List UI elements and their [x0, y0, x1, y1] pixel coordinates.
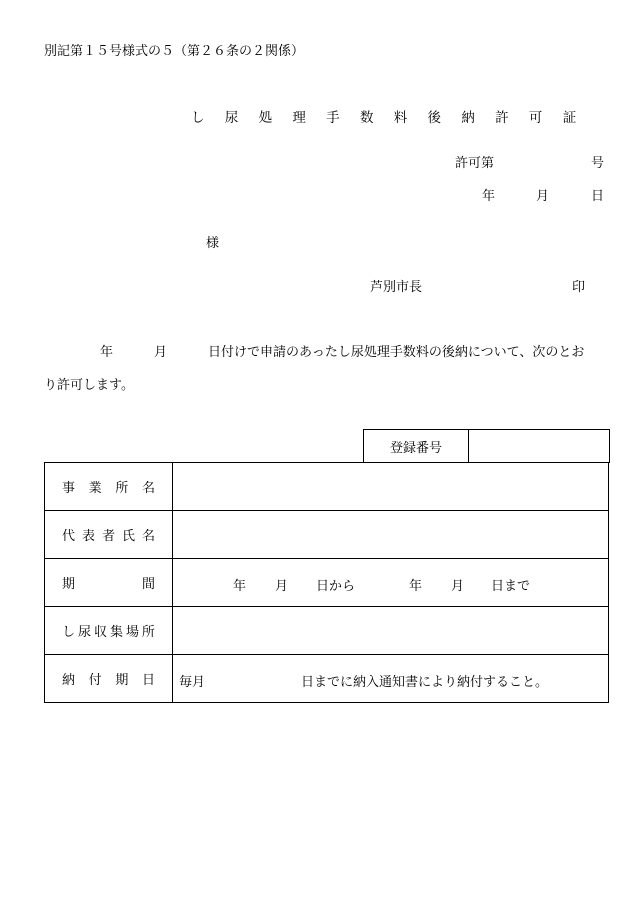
- label-char: 氏: [121, 529, 135, 544]
- label-char: 期: [115, 673, 129, 688]
- table-row-representative-name: [45, 511, 609, 559]
- label-collection-place: [45, 607, 173, 655]
- label-char: し: [62, 625, 76, 640]
- business-name-field[interactable]: [173, 463, 609, 511]
- label-char: 期: [62, 577, 76, 592]
- table-row-business-name: [45, 463, 609, 511]
- label-char: 収: [93, 625, 107, 640]
- registration-number-field[interactable]: [469, 430, 609, 463]
- payment-rest: 日までに納入通知書により納付すること。: [301, 675, 549, 690]
- label-payment-deadline: [45, 655, 173, 703]
- representative-name-field[interactable]: [173, 511, 609, 559]
- issue-date-day: 日: [591, 189, 605, 204]
- label-char: 事: [62, 481, 76, 496]
- label-char: 付: [88, 673, 102, 688]
- addressee-suffix: 様: [206, 236, 220, 251]
- label-char: 所: [141, 625, 155, 640]
- header-note: 別記第１５号様式の５（第２６条の２関係）: [44, 44, 305, 59]
- period-field[interactable]: [173, 559, 609, 607]
- table-row-period: [45, 559, 609, 607]
- period-end-day: 日まで: [491, 579, 531, 594]
- body-line1: 日付けで申請のあったし尿処理手数料の後納について、次のとお: [208, 345, 585, 360]
- label-char: 尿: [77, 625, 91, 640]
- label-char: 間: [141, 577, 155, 592]
- payment-prefix: 毎月: [179, 675, 206, 690]
- period-start-month: 月: [275, 579, 289, 594]
- period-end-month: 月: [451, 579, 465, 594]
- label-period: [45, 559, 173, 607]
- issue-date-month: 月: [536, 189, 550, 204]
- period-end-year: 年: [409, 579, 423, 594]
- label-char: 者: [101, 529, 115, 544]
- label-char: 代: [62, 529, 76, 544]
- issue-date-year: 年: [482, 189, 496, 204]
- label-char: 表: [81, 529, 95, 544]
- body-year: 年: [100, 345, 114, 360]
- body-line2: り許可します。: [44, 378, 134, 393]
- label-business-name: [45, 463, 173, 511]
- label-char: 名: [141, 481, 155, 496]
- payment-deadline-field[interactable]: [173, 655, 609, 703]
- table-row-collection-place: [45, 607, 609, 655]
- period-start-year: 年: [233, 579, 247, 594]
- label-representative-name: [45, 511, 173, 559]
- label-char: 業: [88, 481, 102, 496]
- registration-number-box: [363, 429, 610, 463]
- document-title: し 尿 処 理 手 数 料 後 納 許 可 証: [191, 110, 585, 126]
- collection-place-field[interactable]: [173, 607, 609, 655]
- issuer-name: 芦別市長: [370, 280, 423, 295]
- label-char: 納: [62, 673, 76, 688]
- period-start-day: 日から: [316, 579, 356, 594]
- label-char: 場: [125, 625, 139, 640]
- label-char: 名: [141, 529, 155, 544]
- permit-number-prefix: 許可第: [455, 156, 495, 171]
- permit-number-suffix: 号: [591, 156, 605, 171]
- label-char: 日: [141, 673, 155, 688]
- table-row-payment-deadline: [45, 655, 609, 703]
- body-month: 月: [154, 345, 168, 360]
- permit-details-table: [44, 462, 609, 703]
- registration-number-label: 登録番号: [364, 430, 469, 463]
- label-char: 所: [115, 481, 129, 496]
- issuer-seal: 印: [572, 280, 586, 295]
- label-char: 集: [109, 625, 123, 640]
